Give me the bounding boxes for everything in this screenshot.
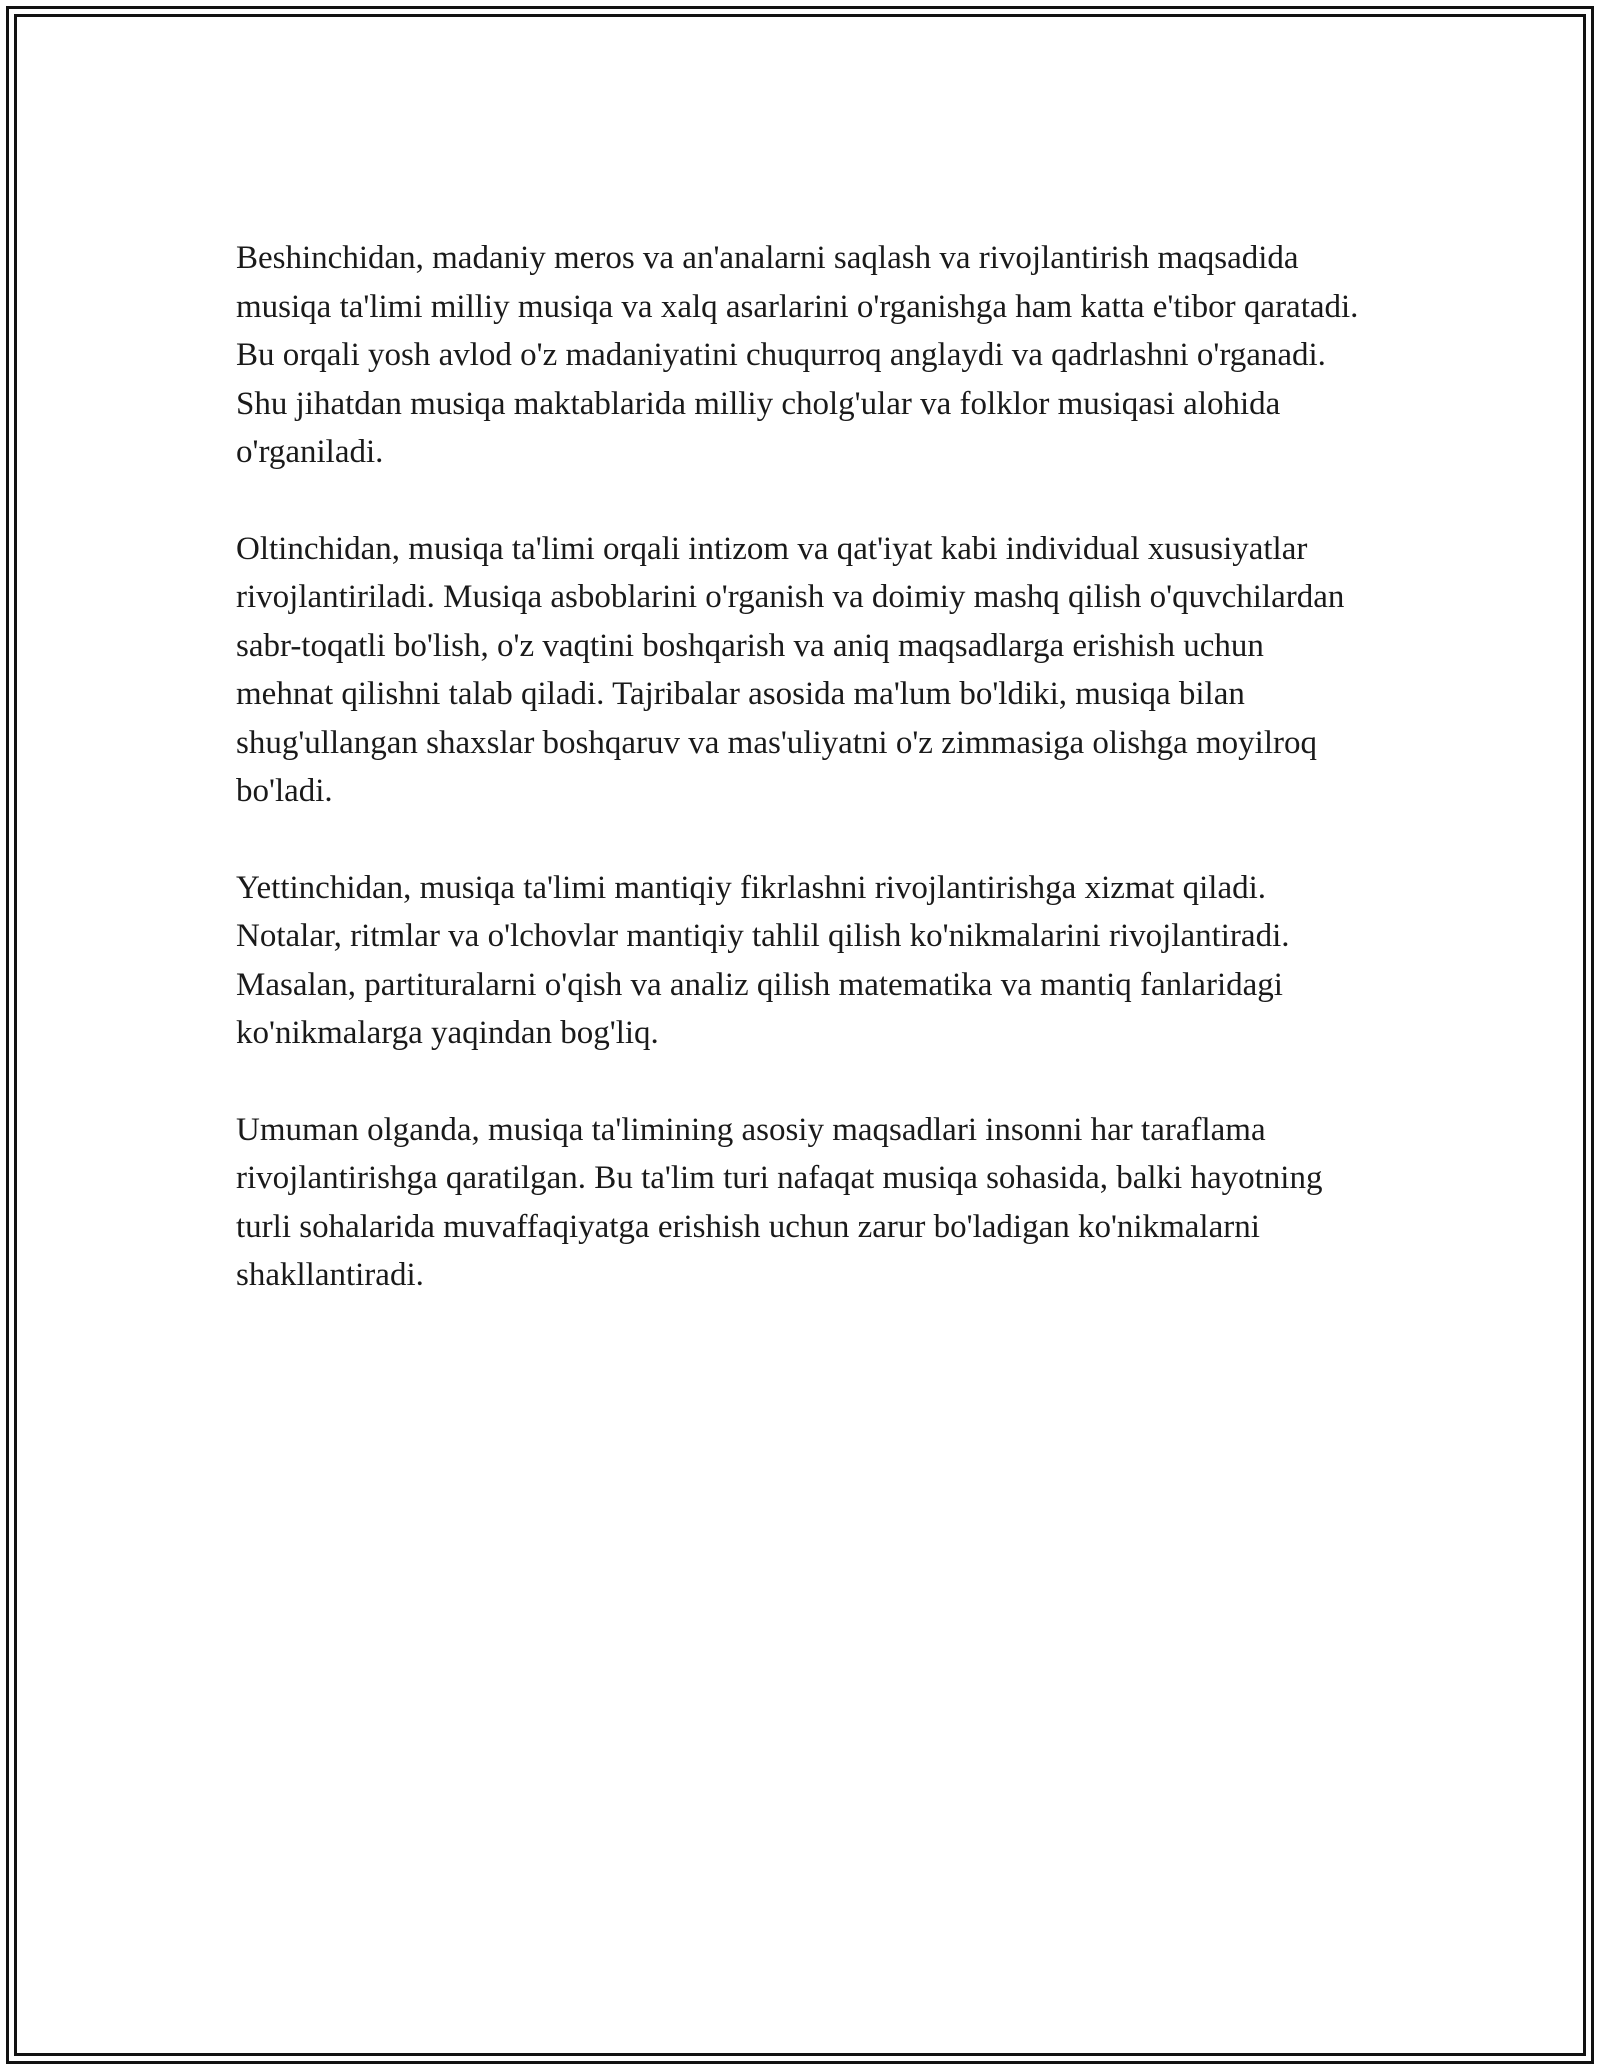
paragraph-sixth-point: Oltinchidan, musiqa ta'limi orqali intizom va qat'iyat kabi individual xususiyatlar rivojlantiriladi. Musiqa asboblarini o'rganish va doimiy mashq qilish o'quvchilardan sabr-toqatli bo'lish, o'z vaqtini boshqarish va aniq maqsadlarga erishish uchun mehnat qilishni talab qiladi. Tajribalar asosida ma'lum bo'ldiki, musiqa bilan shug'ullangan shaxslar boshqaruv va mas'uliyatni o'z zimmasiga olishga moyilroq bo'ladi. (236, 530, 1345, 809)
paragraph-fifth-point: Beshinchidan, madaniy meros va an'analarni saqlash va rivojlantirish maqsadida musiqa ta'limi milliy musiqa va xalq asarlarini o'rganishga ham katta e'tibor qaratadi. Bu orqali yosh avlod o'z madaniyatini chuqurroq anglaydi va qadrlashni o'rganadi. Shu jihatdan musiqa maktablarida milliy cholg'ular va folklor musiqasi alohida o'rganiladi. (236, 240, 1359, 470)
paragraph-conclusion: Umuman olganda, musiqa ta'limining asosiy maqsadlari insonni har taraflama rivojlantirishga qaratilgan. Bu ta'lim turi nafaqat musiqa sohasida, balki hayotning turli sohalarida muvaffaqiyatga erishish uchun zarur bo'ladigan ko'nikmalarni shakllantiradi. (236, 1111, 1323, 1293)
document-body (236, 234, 1366, 1348)
paragraph-seventh-point: Yettinchidan, musiqa ta'limi mantiqiy fikrlashni rivojlantirishga xizmat qiladi. Notalar, ritmlar va o'lchovlar mantiqiy tahlil qilish ko'nikmalarini rivojlantiradi. Masalan, partituralarni o'qish va analiz qilish matematika va mantiq fanlaridagi ko'nikmalarga yaqindan bog'liq. (236, 869, 1290, 1051)
